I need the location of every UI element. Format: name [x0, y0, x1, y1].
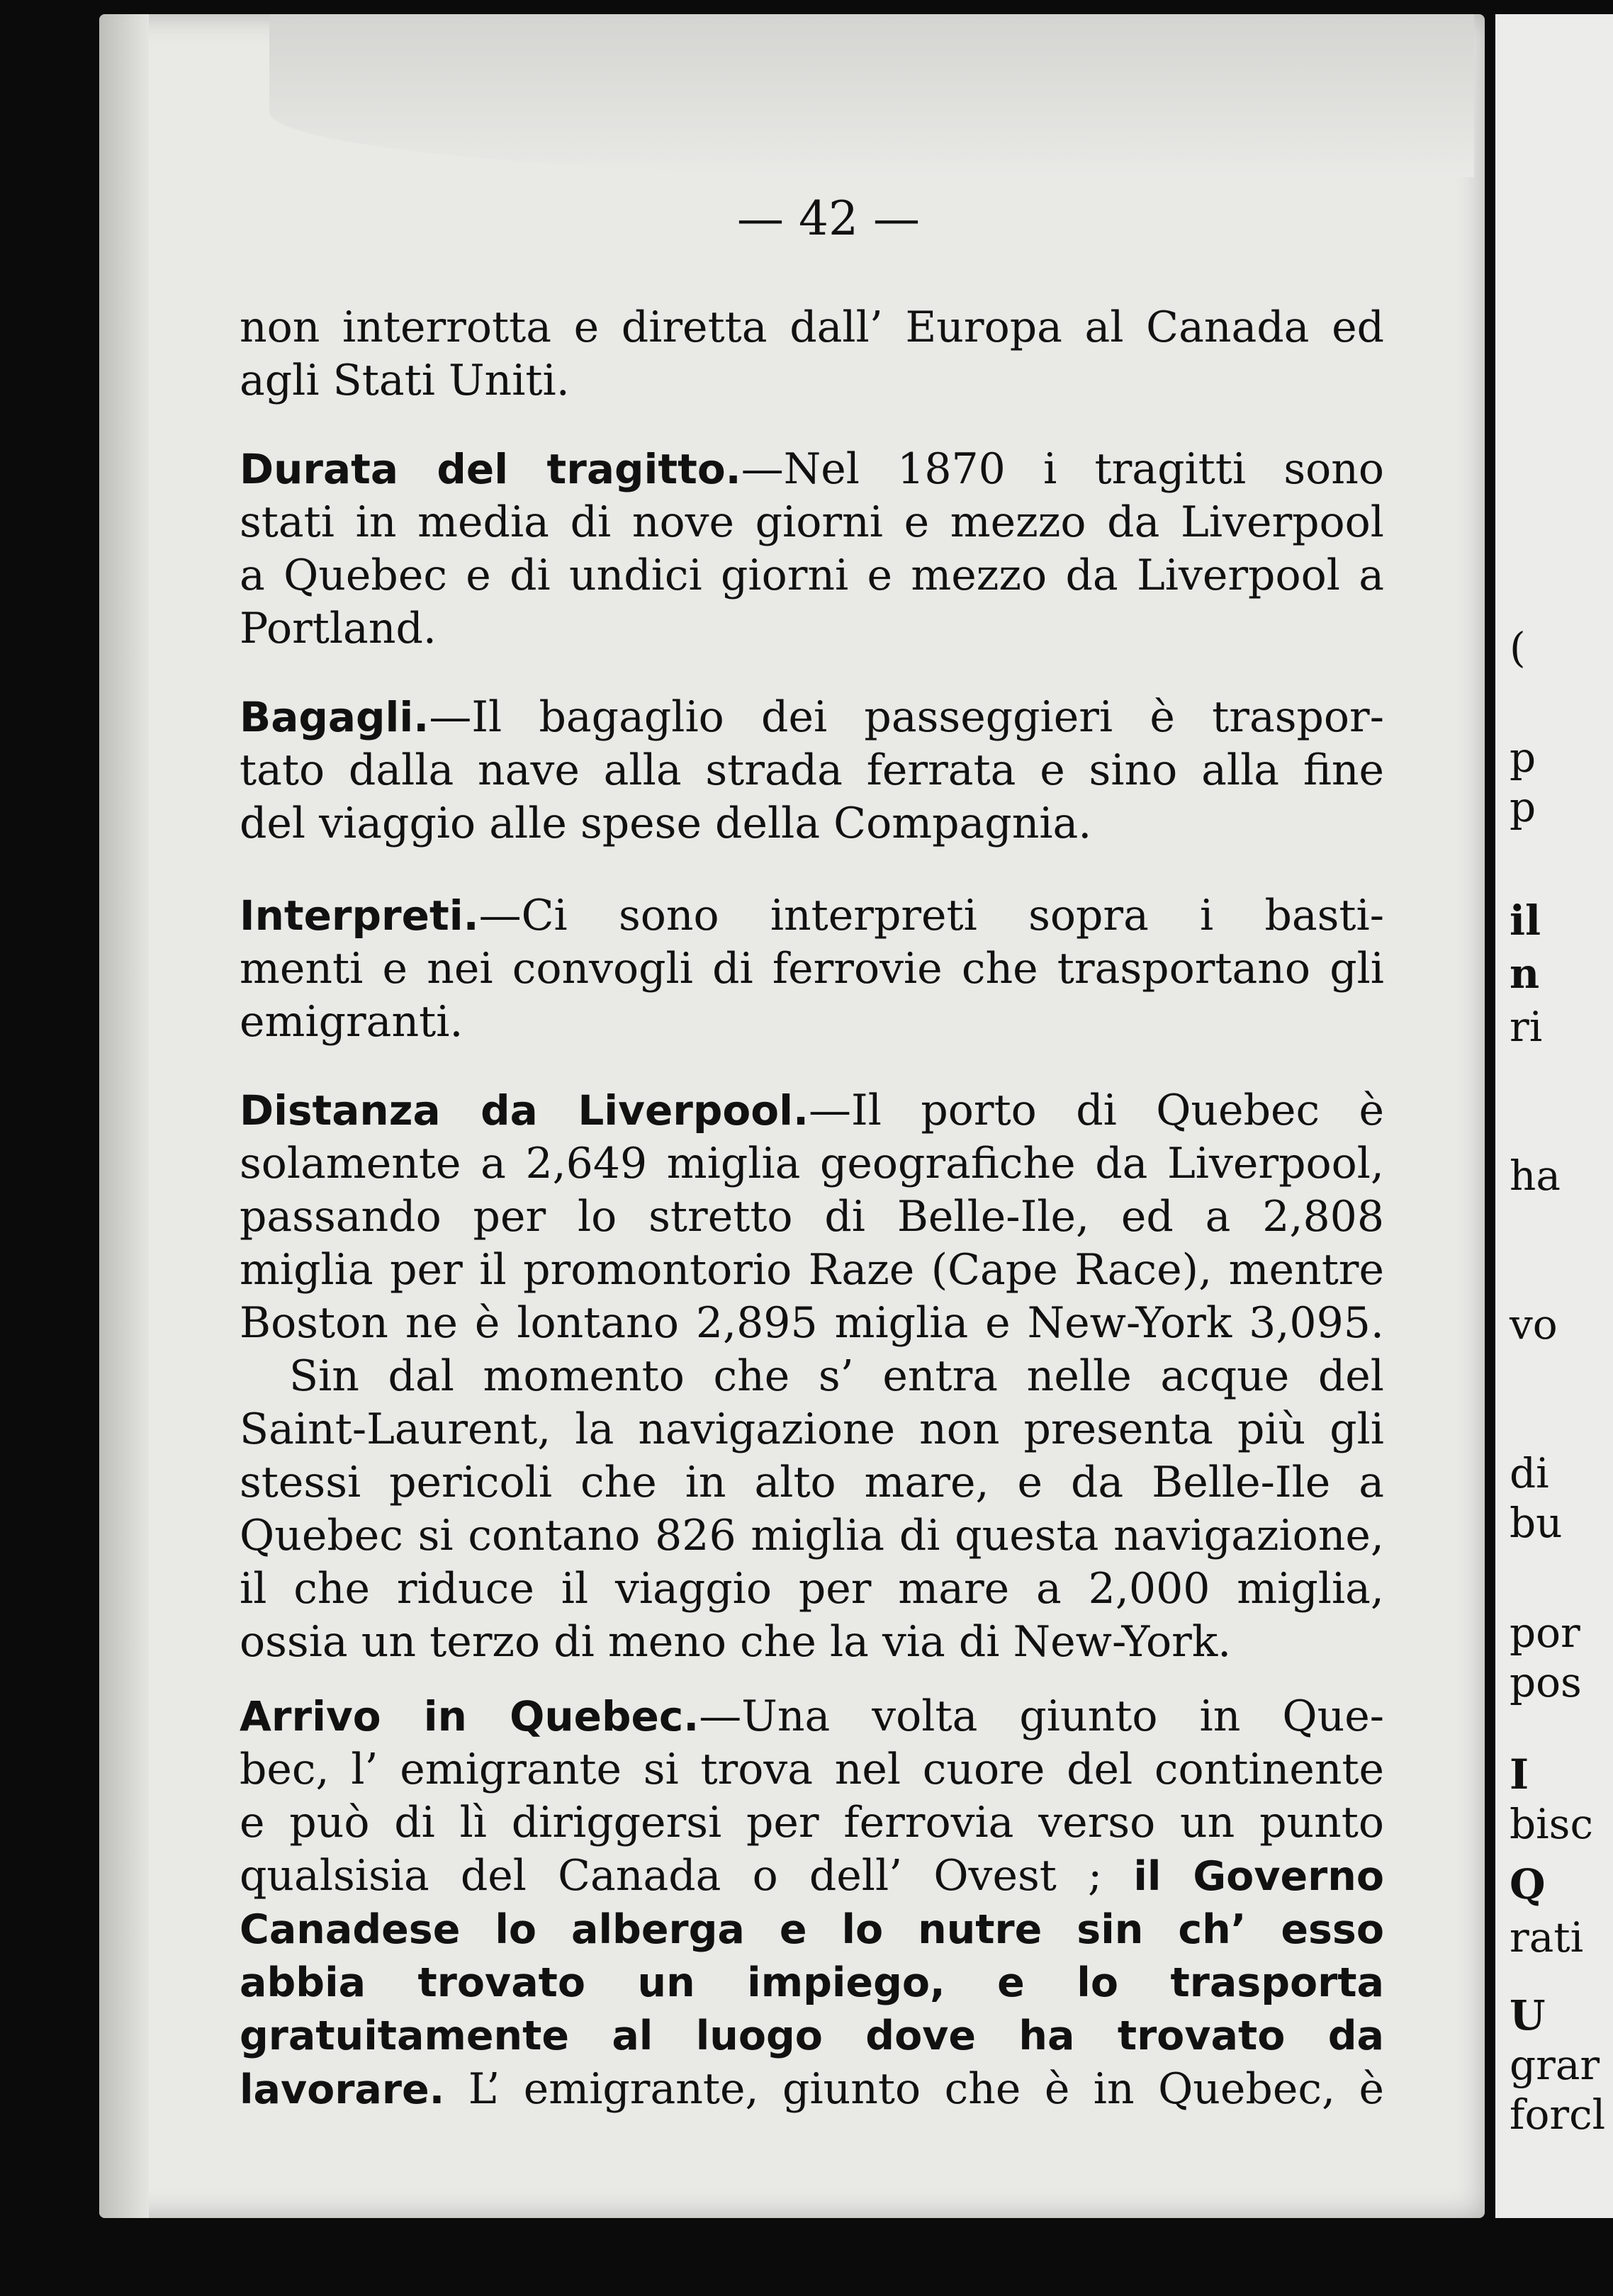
- section-interpreti: [240, 889, 1384, 1049]
- intro-paragraph: [240, 301, 1384, 407]
- adjacent-fragment: ri: [1510, 1003, 1543, 1051]
- text-line: Portland.: [240, 604, 437, 653]
- text-line: Sin dal momento che s’ entra nelle acque del: [289, 1351, 1384, 1401]
- text-line: agli Stati Uniti.: [240, 356, 570, 405]
- bold-text-run: il Governo: [1133, 1853, 1384, 1900]
- section-bagagli: [240, 691, 1384, 850]
- adjacent-fragment: U: [1510, 1991, 1546, 2039]
- adjacent-fragment: rati: [1510, 1913, 1584, 1962]
- section-durata: [240, 443, 1384, 655]
- gutter-shadow: [99, 14, 149, 2218]
- text-line: Saint-Laurent, la navigazione non presenta più gli: [240, 1405, 1384, 1454]
- section-heading: Arrivo in Quebec.: [240, 1692, 699, 1740]
- text-line: bec, l’ emigrante si trova nel cuore del continente: [240, 1745, 1384, 1794]
- adjacent-fragment: por: [1510, 1609, 1580, 1657]
- text-line: stessi pericoli che in alto mare, e da Belle-Ile a: [240, 1458, 1384, 1507]
- section-heading: Interpreti.: [240, 891, 479, 940]
- text-line: menti e nei convogli di ferrovie che trasportano gli: [240, 944, 1384, 994]
- adjacent-page: [1495, 14, 1613, 2218]
- adjacent-fragment: ha: [1510, 1152, 1561, 1200]
- text-run: —Ci sono interpreti sopra i basti-: [478, 891, 1384, 940]
- adjacent-fragment: di: [1510, 1449, 1549, 1497]
- text-run: L’ emigrante, giunto che è in Quebec, è: [468, 2064, 1384, 2114]
- adjacent-fragment: p: [1510, 733, 1536, 782]
- bold-text-line: abbia trovato un impiego, e lo trasporta: [240, 1959, 1384, 2006]
- text-line: passando per lo stretto di Belle-Ile, ed a 2,808: [240, 1192, 1384, 1242]
- bold-text-line: gratuitamente al luogo dove ha trovato da: [240, 2013, 1384, 2059]
- text-line: non interrotta e diretta dall’ Europa al Canada ed: [240, 303, 1384, 352]
- adjacent-fragment: vo: [1510, 1300, 1558, 1349]
- text-line: ossia un terzo di meno che la via di New-York.: [240, 1617, 1232, 1667]
- text-run: —Una volta giunto in Que-: [699, 1692, 1384, 1741]
- text-line: del viaggio alle spese della Compagnia.: [240, 799, 1092, 848]
- adjacent-fragment: bisc: [1510, 1800, 1593, 1848]
- adjacent-fragment: grar: [1510, 2041, 1600, 2089]
- adjacent-fragment: p: [1510, 783, 1536, 831]
- text-line: il che riduce il viaggio per mare a 2,000 miglia,: [240, 1564, 1384, 1614]
- page-number: — 42 —: [737, 191, 920, 246]
- text-line: a Quebec e di undici giorni e mezzo da Liverpool a: [240, 551, 1384, 600]
- text-line: solamente a 2,649 miglia geografiche da Liverpool,: [240, 1139, 1384, 1188]
- text-line: emigranti.: [240, 997, 463, 1047]
- section-distanza: [240, 1084, 1384, 1669]
- section-heading: Bagagli.: [240, 693, 429, 741]
- section-heading: Durata del tragitto.: [240, 445, 741, 493]
- bold-text-run: lavorare.: [240, 2066, 445, 2113]
- adjacent-fragment: Q: [1510, 1860, 1546, 1908]
- adjacent-fragment: I: [1510, 1750, 1529, 1799]
- section-arrivo: [240, 1690, 1384, 2117]
- section-heading: Distanza da Liverpool.: [240, 1086, 809, 1135]
- adjacent-fragment: pos: [1510, 1658, 1582, 1706]
- text-line: tato dalla nave alla strada ferrata e sino alla fine: [240, 745, 1384, 795]
- adjacent-fragment: il: [1510, 896, 1541, 945]
- text-line: stati in media di nove giorni e mezzo da Liverpool: [240, 497, 1384, 547]
- adjacent-fragment: bu: [1510, 1499, 1563, 1547]
- adjacent-fragment: forcl: [1510, 2090, 1606, 2139]
- text-run: qualsisia del Canada o dell’ Ovest ;: [240, 1851, 1103, 1901]
- torn-top-edge: [269, 14, 1474, 177]
- bold-text-line: Canadese lo alberga e lo nutre sin ch’ esso: [240, 1906, 1384, 1953]
- adjacent-fragment: n: [1510, 950, 1540, 998]
- text-line: Quebec si contano 826 miglia di questa navigazione,: [240, 1511, 1384, 1560]
- text-line: Boston ne è lontano 2,895 miglia e New-York 3,095.: [240, 1298, 1384, 1348]
- text-run: —Il bagaglio dei passeggieri è traspor-: [429, 692, 1384, 742]
- adjacent-fragment: (: [1510, 624, 1526, 672]
- text-run: —Il porto di Quebec è: [809, 1086, 1385, 1135]
- scan-border: [99, 2222, 1488, 2296]
- text-run: —Nel 1870 i tragitti sono: [741, 444, 1385, 494]
- text-line: e può di lì diriggersi per ferrovia verso un punto: [240, 1798, 1384, 1847]
- text-line: miglia per il promontorio Raze (Cape Race), mentre: [240, 1245, 1384, 1295]
